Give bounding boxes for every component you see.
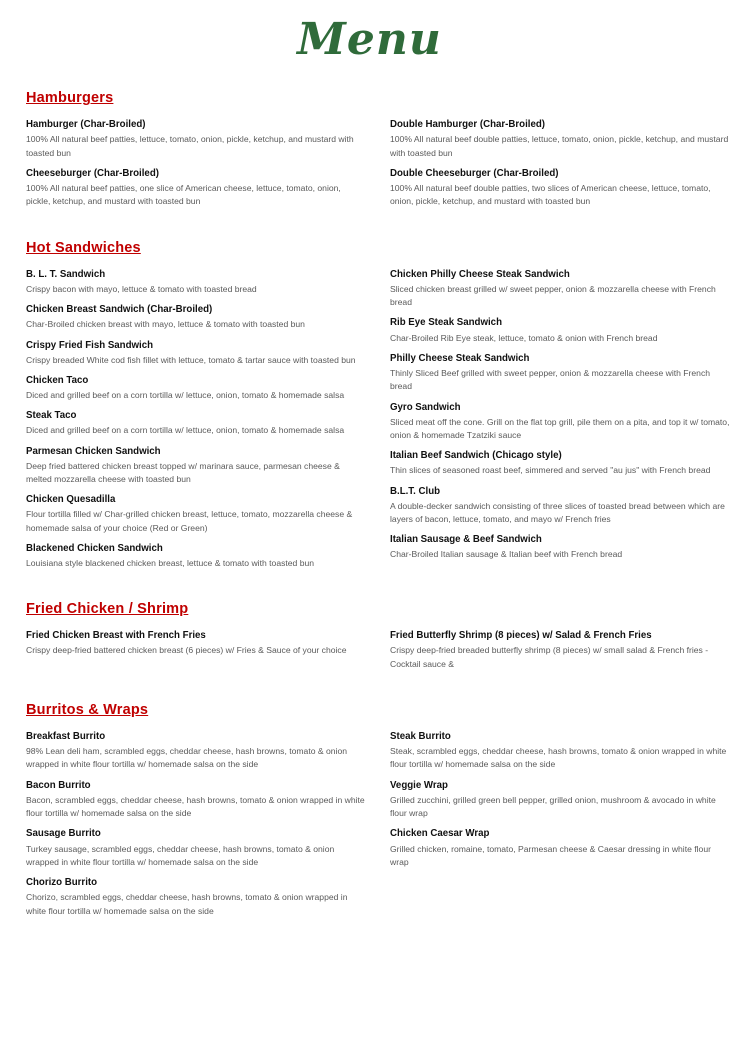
- menu-page: [0, 16, 739, 1040]
- section-columns: [26, 118, 729, 215]
- menu-item: [26, 445, 366, 487]
- section-heading-hot-sandwiches: Hot Sandwiches: [26, 239, 141, 256]
- item-name: Chicken Quesadilla: [26, 494, 116, 506]
- menu-item: [26, 493, 366, 535]
- column-left: [26, 118, 366, 215]
- menu-item: [390, 533, 730, 561]
- menu-item: [390, 827, 730, 869]
- item-description: Char-Broiled chicken breast with mayo, lettuce & tomato with toasted bun: [26, 319, 305, 330]
- menu-item: [390, 730, 730, 772]
- item-name: Gyro Sandwich: [390, 401, 461, 413]
- item-name: B. L. T. Sandwich: [26, 268, 106, 280]
- menu-item: [26, 268, 366, 296]
- item-name: Crispy Fried Fish Sandwich: [26, 339, 154, 351]
- item-name: Steak Taco: [26, 410, 77, 422]
- item-description: Char-Broiled Italian sausage & Italian beef with French bread: [390, 549, 623, 560]
- item-name: Steak Burrito: [390, 731, 451, 743]
- menu-item: [26, 409, 366, 437]
- item-name: Chicken Taco: [26, 374, 89, 386]
- item-name: B.L.T. Club: [390, 485, 441, 497]
- menu-item: [390, 316, 730, 344]
- item-description: Louisiana style blackened chicken breast, lettuce & tomato with toasted bun: [26, 558, 315, 569]
- item-name: Italian Sausage & Beef Sandwich: [390, 534, 542, 546]
- item-name: Chicken Caesar Wrap: [390, 828, 490, 840]
- item-description: 100% All natural beef patties, one slice of American cheese, lettuce, tomato, onion, pickle, ketchup, and mustard with toasted bun: [26, 183, 341, 207]
- item-description: 100% All natural beef patties, lettuce, tomato, onion, pickle, ketchup, and mustard with toasted bun: [26, 134, 354, 158]
- menu-item: [390, 167, 730, 209]
- item-name: Parmesan Chicken Sandwich: [26, 445, 161, 457]
- item-description: Flour tortilla filled w/ Char-grilled chicken breast, lettuce, tomato, mozzarella cheese & homemade salsa of your choice (Red or Green): [26, 509, 353, 533]
- item-name: Blackened Chicken Sandwich: [26, 543, 163, 555]
- section-columns: [26, 629, 713, 678]
- menu-item: [390, 449, 730, 477]
- menu-item: [390, 401, 730, 443]
- item-name: Double Hamburger (Char-Broiled): [390, 119, 546, 131]
- item-description: Crispy breaded White cod fish fillet with lettuce, tomato & tartar sauce with toasted bun: [26, 354, 356, 365]
- item-description: A double-decker sandwich consisting of three slices of toasted bread between which are layers of bacon, lettuce, tomato, and mayo w/ French fries: [390, 500, 725, 524]
- item-description: Crispy deep-fried breaded butterfly shrimp (8 pieces) w/ small salad & French fries - Cocktail sauce &: [390, 645, 709, 669]
- menu-item: [390, 485, 730, 527]
- item-description: 100% All natural beef double patties, two slices of American cheese, lettuce, tomato, onion, pickle, ketchup, and mustard with toasted bun: [390, 183, 711, 207]
- item-name: Chicken Breast Sandwich (Char-Broiled): [26, 304, 213, 316]
- item-name: Sausage Burrito: [26, 828, 101, 840]
- page-title: Menu: [297, 14, 442, 65]
- item-name: Rib Eye Steak Sandwich: [390, 317, 502, 329]
- item-name: Chorizo Burrito: [26, 877, 98, 889]
- menu-item: [26, 118, 366, 160]
- item-description: Crispy deep-fried battered chicken breast (6 pieces) w/ Fries & Sauce of your choice: [26, 645, 347, 656]
- item-name: Chicken Philly Cheese Steak Sandwich: [390, 268, 570, 280]
- item-name: Fried Chicken Breast with French Fries: [26, 630, 206, 642]
- section-heading-fried-chicken-shrimp: Fried Chicken / Shrimp: [26, 601, 189, 618]
- column-left: [26, 730, 366, 925]
- menu-item: [26, 339, 366, 367]
- item-description: Char-Broiled Rib Eye steak, lettuce, tomato & onion with French bread: [390, 332, 658, 343]
- item-description: Crispy bacon with mayo, lettuce & tomato with toasted bread: [26, 283, 257, 294]
- item-name: Fried Butterfly Shrimp (8 pieces) w/ Salad & French Fries: [390, 630, 652, 642]
- item-description: Grilled chicken, romaine, tomato, Parmesan cheese & Caesar dressing in white flour wrap: [390, 843, 711, 867]
- menu-item: [26, 876, 366, 918]
- section-columns: [26, 268, 730, 578]
- menu-item: [390, 779, 730, 821]
- item-description: Bacon, scrambled eggs, cheddar cheese, hash browns, tomato & onion wrapped in white flour tortilla w/ homemade salsa on the side: [26, 794, 365, 819]
- item-name: Philly Cheese Steak Sandwich: [390, 352, 530, 364]
- menu-item: [26, 779, 366, 821]
- menu-item: [390, 352, 730, 394]
- item-name: Hamburger (Char-Broiled): [26, 119, 146, 131]
- item-description: 98% Lean deli ham, scrambled eggs, cheddar cheese, hash browns, tomato & onion wrapped in white flour tortilla w/ homemade salsa on the side: [26, 746, 348, 770]
- menu-item: [390, 268, 730, 310]
- menu-item: [26, 629, 366, 657]
- item-description: 100% All natural beef double patties, lettuce, tomato, onion, pickle, ketchup, and mustard with toasted bun: [390, 134, 729, 158]
- spacer: [26, 684, 713, 702]
- column-right: [390, 730, 730, 876]
- menu-item: [26, 542, 366, 570]
- spacer: [26, 583, 713, 601]
- item-name: Breakfast Burrito: [26, 731, 106, 743]
- menu-item: [26, 303, 366, 331]
- menu-item: [26, 730, 366, 772]
- section-columns: [26, 730, 727, 925]
- column-right: [390, 118, 730, 215]
- item-name: Veggie Wrap: [390, 779, 448, 791]
- menu-item: [26, 374, 366, 402]
- column-right: [390, 629, 730, 678]
- item-description: Steak, scrambled eggs, cheddar cheese, hash browns, tomato & onion wrapped in white flour tortilla w/ homemade salsa on the side: [390, 746, 727, 770]
- section-burritos-wraps: [26, 702, 727, 925]
- item-description: Diced and grilled beef on a corn tortilla w/ lettuce, onion, tomato & homemade salsa: [26, 425, 345, 436]
- item-description: Grilled zucchini, grilled green bell pepper, grilled onion, mushroom & avocado in white flour wrap: [390, 794, 716, 819]
- column-left: [26, 629, 366, 664]
- menu-item: [390, 118, 730, 160]
- item-description: Deep fried battered chicken breast topped w/ marinara sauce, parmesan cheese & melted mozzarella cheese with toasted bun: [26, 460, 340, 485]
- item-description: Thinly Sliced Beef grilled with sweet pepper, onion & mozzarella cheese with French bread: [390, 367, 711, 392]
- section-fried-chicken-shrimp: [26, 601, 713, 678]
- item-description: Thin slices of seasoned roast beef, simmered and served "au jus" with French bread: [390, 465, 711, 476]
- section-hamburgers: [26, 90, 729, 215]
- section-hot-sandwiches: [26, 239, 730, 578]
- section-heading-burritos-wraps: Burritos & Wraps: [26, 702, 149, 719]
- item-description: Turkey sausage, scrambled eggs, cheddar cheese, hash browns, tomato & onion wrapped in white flour tortilla w/ homemade salsa on the side: [26, 843, 335, 867]
- menu-item: [26, 827, 366, 869]
- column-right: [390, 268, 730, 569]
- item-description: Diced and grilled beef on a corn tortilla w/ lettuce, onion, tomato & homemade salsa: [26, 389, 345, 400]
- item-name: Bacon Burrito: [26, 779, 91, 791]
- item-name: Double Cheeseburger (Char-Broiled): [390, 168, 559, 180]
- column-left: [26, 268, 366, 578]
- spacer: [26, 222, 713, 240]
- item-description: Sliced chicken breast grilled w/ sweet pepper, onion & mozzarella cheese with French bread: [390, 283, 716, 308]
- item-description: Sliced meat off the cone. Grill on the flat top grill, pile them on a pita, and top it w/ tomato, onion & homemade Tzatziki sauce: [390, 416, 730, 440]
- item-name: Italian Beef Sandwich (Chicago style): [390, 450, 562, 462]
- menu-item: [26, 167, 366, 209]
- item-description: Chorizo, scrambled eggs, cheddar cheese, hash browns, tomato & onion wrapped in white flour tortilla w/ homemade salsa on the side: [26, 892, 348, 916]
- menu-item: [390, 629, 730, 671]
- item-name: Cheeseburger (Char-Broiled): [26, 168, 159, 180]
- section-heading-hamburgers: Hamburgers: [26, 90, 114, 107]
